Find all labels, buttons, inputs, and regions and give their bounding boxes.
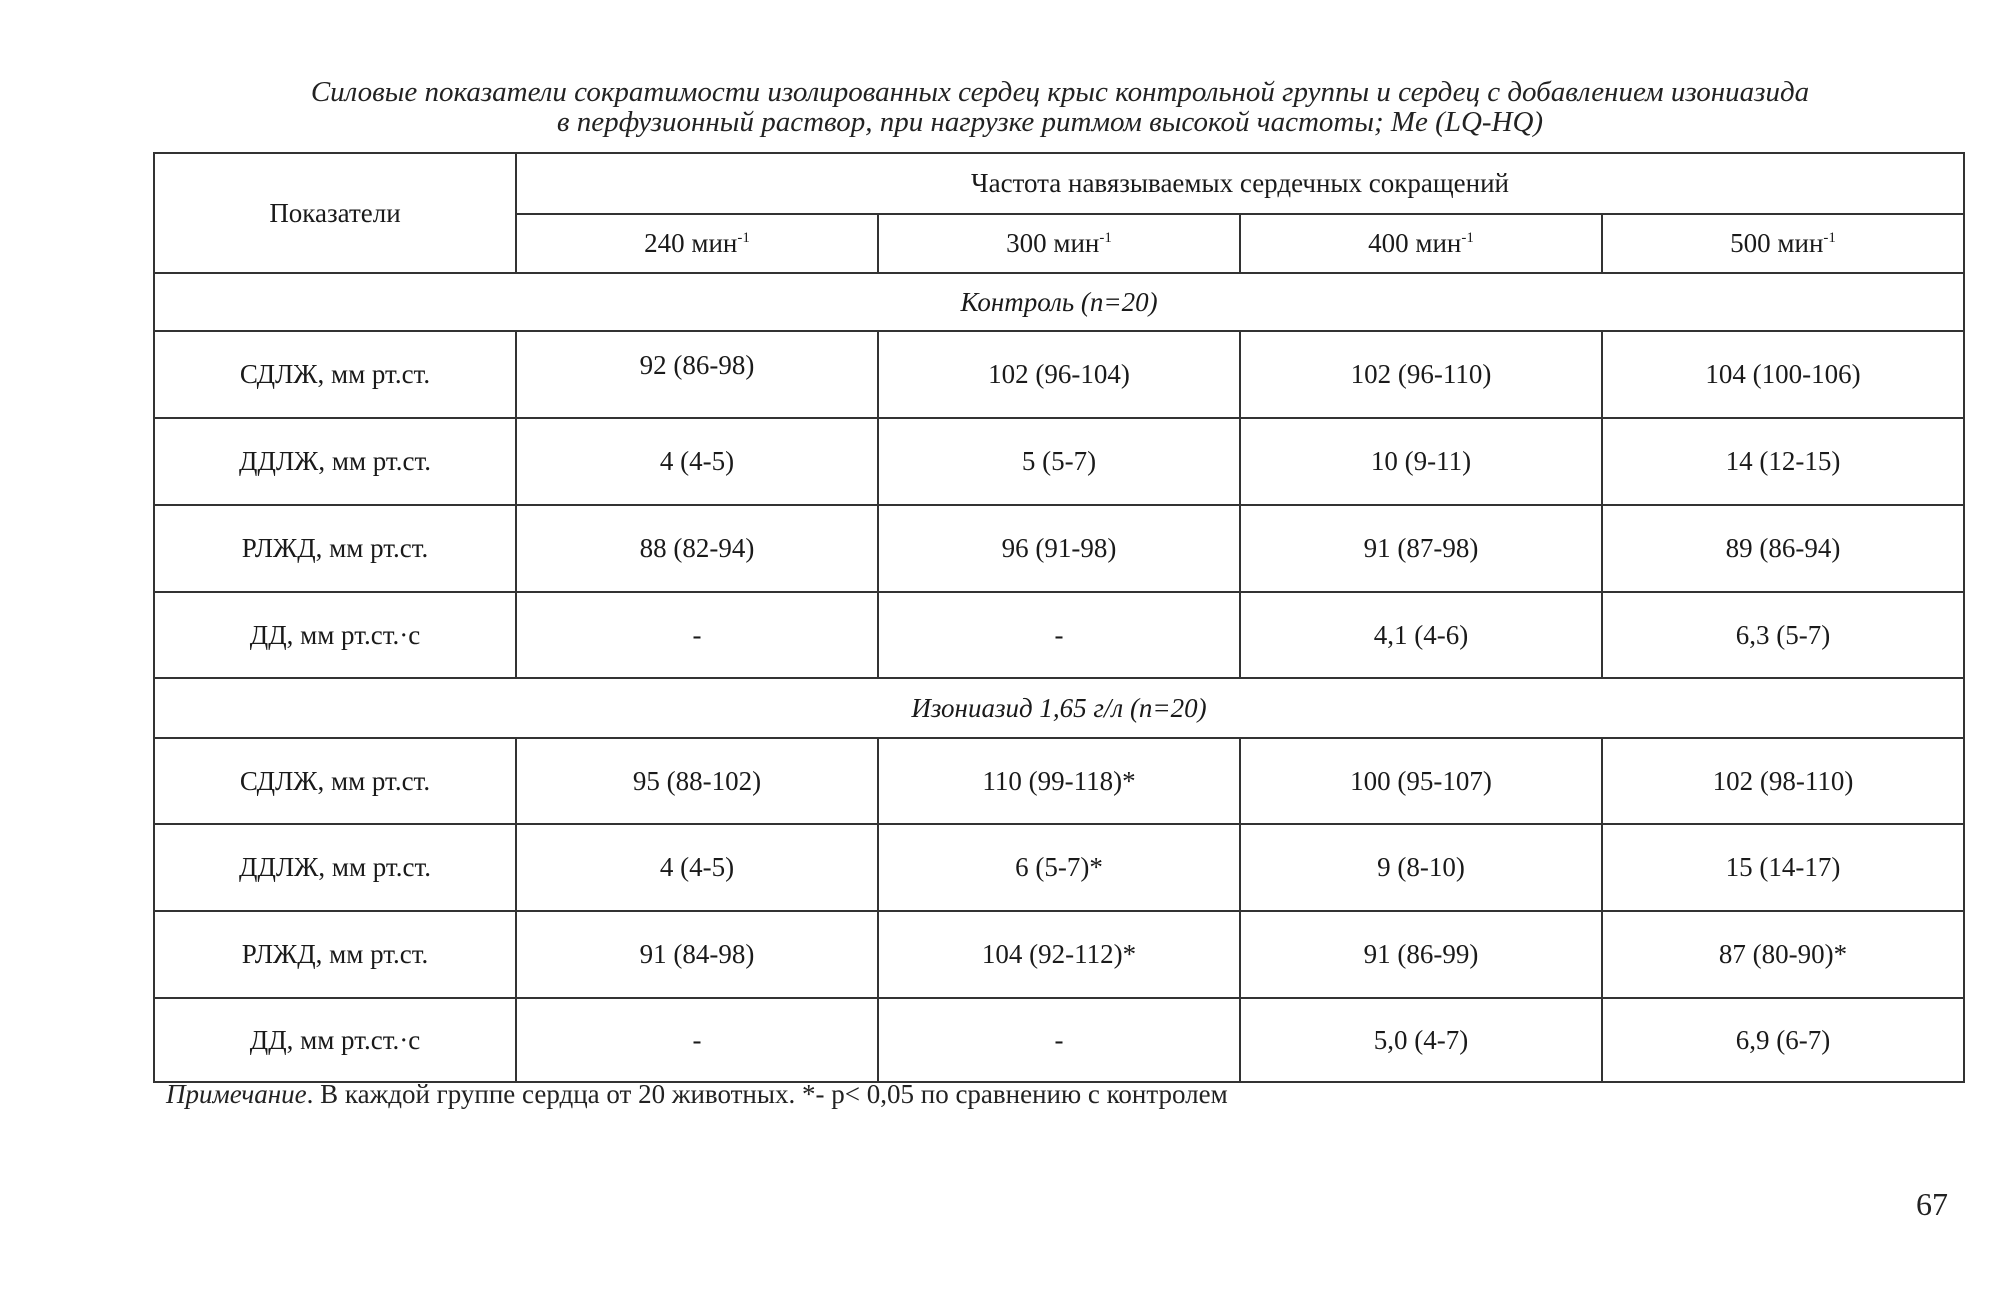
cell-value: - — [516, 592, 878, 678]
table-row — [154, 738, 1964, 824]
cell-value: 104 (92-112)* — [878, 911, 1240, 998]
table-note — [166, 1079, 1228, 1110]
cell-value: 96 (91-98) — [878, 505, 1240, 592]
header-indicator: Показатели — [154, 153, 516, 273]
cell-value: 102 (96-110) — [1240, 331, 1602, 418]
cell-value: 88 (82-94) — [516, 505, 878, 592]
page-number: 67 — [1916, 1186, 1948, 1222]
row-label: ДД, мм рт.ст.·с — [154, 592, 516, 678]
cell-value: 110 (99-118)* — [878, 738, 1240, 824]
table-row — [154, 331, 1964, 418]
cell-value: 6,9 (6-7) — [1602, 998, 1964, 1082]
header-freq-240: 240 мин$^{-1}$ — [516, 214, 878, 273]
row-label: ДДЛЖ, мм рт.ст. — [154, 418, 516, 505]
cell-value: 15 (14-17) — [1602, 824, 1964, 911]
cell-value: 102 (98-110) — [1602, 738, 1964, 824]
cell-value: 14 (12-15) — [1602, 418, 1964, 505]
table-caption-line-2: в перфузионный раствор, при нагрузке ритмом высокой частоты; Me (LQ-HQ) — [556, 106, 1544, 138]
cell-value: 4 (4-5) — [516, 418, 878, 505]
note-text: . В каждой группе сердца от 20 животных. *- p< 0,05 по сравнению с контролем — [306, 1079, 1228, 1109]
cell-value: - — [878, 592, 1240, 678]
cell-value: 9 (8-10) — [1240, 824, 1602, 911]
cell-value: 87 (80-90)* — [1602, 911, 1964, 998]
table-row — [154, 418, 1964, 505]
cell-value: 91 (87-98) — [1240, 505, 1602, 592]
cell-value: 104 (100-106) — [1602, 331, 1964, 418]
table-row — [154, 998, 1964, 1082]
cell-value: 5 (5-7) — [878, 418, 1240, 505]
header-freq-500: 500 мин$^{-1}$ — [1602, 214, 1964, 273]
cell-value: 91 (84-98) — [516, 911, 878, 998]
cell-value: 91 (86-99) — [1240, 911, 1602, 998]
cell-value: 95 (88-102) — [516, 738, 878, 824]
group-title-control: Контроль (n=20) — [154, 273, 1964, 331]
table-caption-line-1: Силовые показатели сократимости изолированных сердец крыс контрольной группы и сердец с добавлением изониазида — [310, 76, 1810, 108]
cell-value: - — [516, 998, 878, 1082]
cell-value: 5,0 (4-7) — [1240, 998, 1602, 1082]
cell-value: 100 (95-107) — [1240, 738, 1602, 824]
table-row — [154, 824, 1964, 911]
row-label: СДЛЖ, мм рт.ст. — [154, 738, 516, 824]
cell-value: 4 (4-5) — [516, 824, 878, 911]
data-table — [153, 152, 1965, 1083]
note-label: Примечание — [166, 1079, 307, 1109]
header-frequency: Частота навязываемых сердечных сокращений — [516, 153, 1964, 214]
row-label: СДЛЖ, мм рт.ст. — [154, 331, 516, 418]
cell-value: 89 (86-94) — [1602, 505, 1964, 592]
header-freq-400: 400 мин$^{-1}$ — [1240, 214, 1602, 273]
cell-value: 102 (96-104) — [878, 331, 1240, 418]
group-title-isoniazid: Изониазид 1,65 г/л (n=20) — [154, 678, 1964, 738]
header-freq-300: 300 мин$^{-1}$ — [878, 214, 1240, 273]
cell-value: 6,3 (5-7) — [1602, 592, 1964, 678]
table-row — [154, 505, 1964, 592]
row-label: РЛЖД, мм рт.ст. — [154, 505, 516, 592]
cell-value: 6 (5-7)* — [878, 824, 1240, 911]
cell-value: 4,1 (4-6) — [1240, 592, 1602, 678]
cell-value: - — [878, 998, 1240, 1082]
cell-value: 92 (86-98) — [516, 331, 878, 418]
row-label: ДД, мм рт.ст.·с — [154, 998, 516, 1082]
cell-value: 10 (9-11) — [1240, 418, 1602, 505]
table-row — [154, 592, 1964, 678]
table-row — [154, 911, 1964, 998]
row-label: РЛЖД, мм рт.ст. — [154, 911, 516, 998]
row-label: ДДЛЖ, мм рт.ст. — [154, 824, 516, 911]
